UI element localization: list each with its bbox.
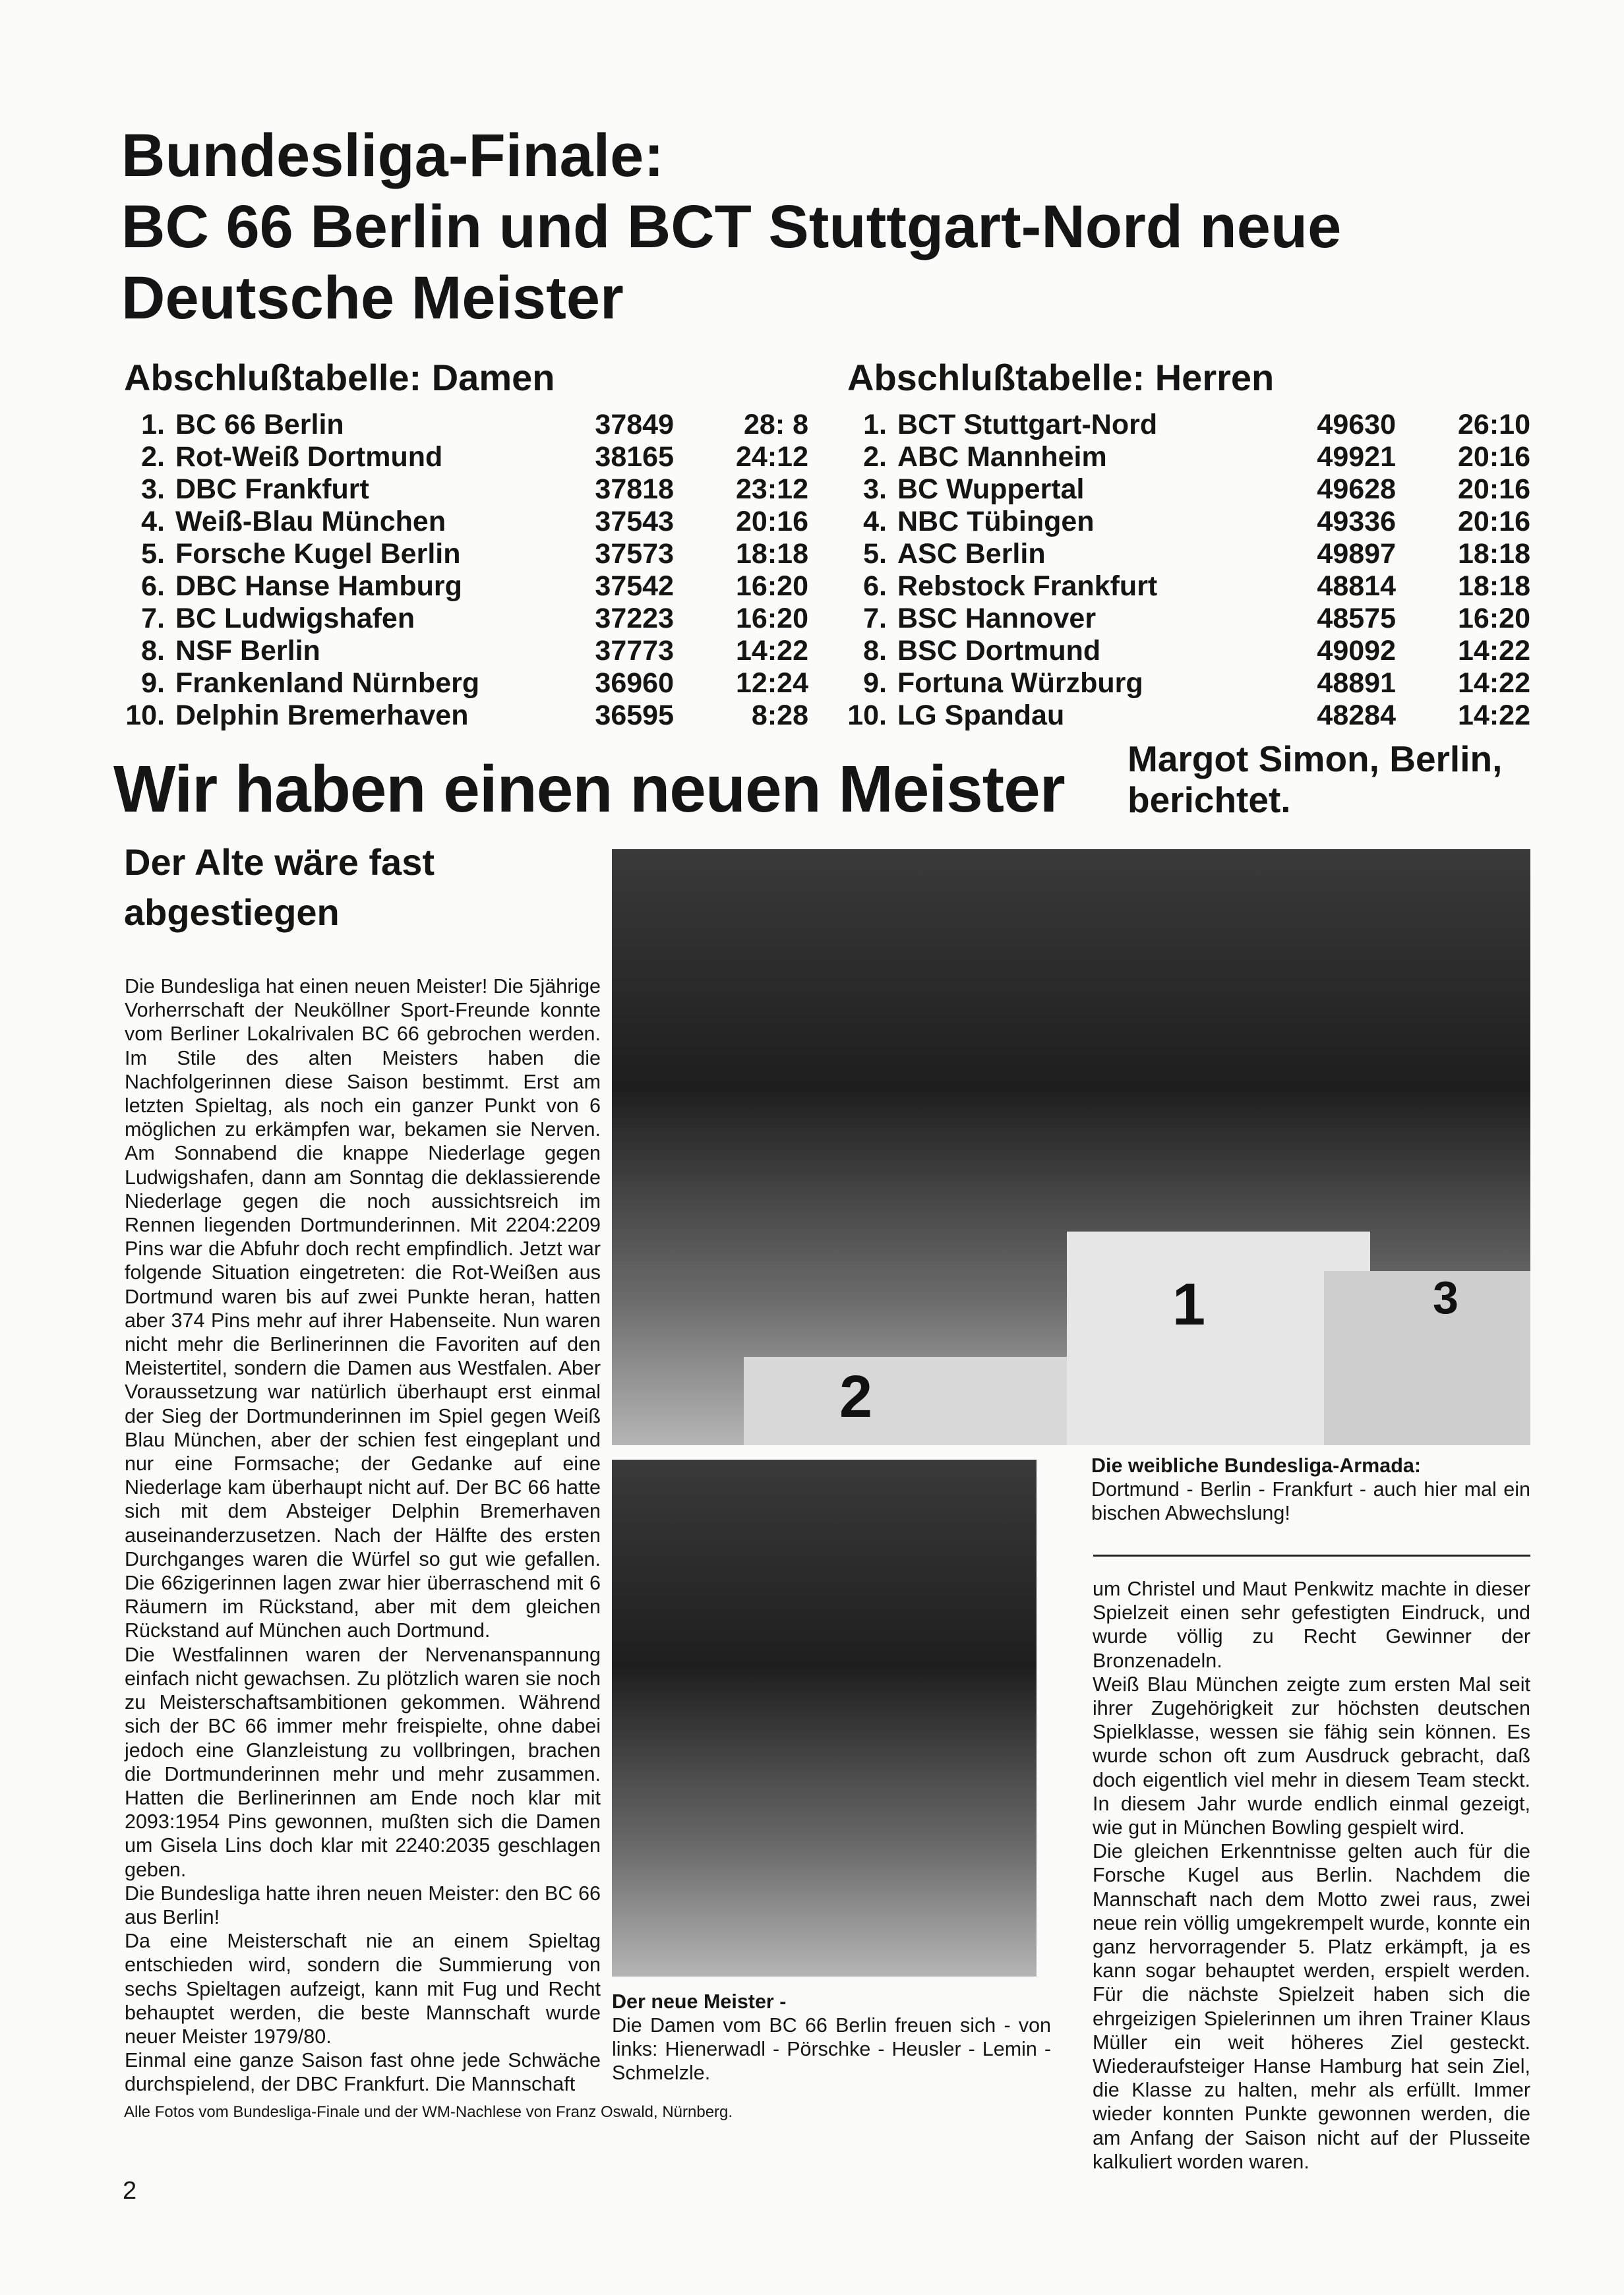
- pins-cell: 37849: [595, 409, 674, 440]
- table-row: [722, 635, 1540, 667]
- standings-table-herren: [722, 409, 1540, 732]
- divider-line: [1093, 1555, 1530, 1557]
- team-cell: Frankenland Nürnberg: [175, 667, 480, 699]
- rank-cell: 9.: [863, 667, 887, 699]
- team-cell: BC Wuppertal: [897, 473, 1085, 505]
- table-row: [0, 667, 818, 700]
- points-cell: 20:16: [736, 506, 808, 537]
- rank-cell: 3.: [863, 473, 887, 505]
- pins-cell: 37573: [595, 538, 674, 570]
- points-cell: 14:22: [1458, 635, 1530, 667]
- subhead-line-2: abgestiegen: [124, 891, 340, 933]
- podium-photo: [612, 849, 1530, 1445]
- points-cell: 14:22: [1458, 667, 1530, 699]
- team-cell: LG Spandau: [897, 700, 1065, 731]
- table-row: [722, 441, 1540, 473]
- article-paragraph: Die Bundesliga hat einen neuen Meister! Die 5jährige Vorherrschaft der Neuköllner Sport-Freunde konnte vom Berliner Lokalrivalen BC 66 gebrochen werden. Im Stile des alten Meisters haben die Nachfolgerinnen diese Saison bestimmt. Erst am letzten Spieltag, als noch ein ganzer Punkt von 6 möglichen zu erkämpfen war, bekamen sie Nerven. Am Sonnabend die knappe Niederlage gegen Ludwigshafen, dann am Sonntag die deklassierende Niederlage gegen die noch aussichtsreich im Rennen liegenden Dortmunderinnen. Mit 2204:2209 Pins war die Abfuhr doch recht empfindlich. Jetzt war folgende Situation eingetreten: die Rot-Weißen aus Dortmund waren bis auf zwei Punkte heran, hatten aber 374 Pins mehr auf ihrer Habenseite. Nun waren nicht mehr die Berlinerinnen die Favoriten auf den Meistertitel, sondern die Damen aus Westfalen. Aber Voraussetzung war natürlich überhaupt erst einmal der Sieg der Dortmunderinnen im Spiel gegen Weiß Blau München, aber der schien fest eingeplant und nur eine Formsache; der Gedanke auf eine Niederlage kam überhaupt nicht auf. Der BC 66 hatte sich mit dem Absteiger Delphin Bremerhaven auseinanderzusetzen. Nach der Hälfte des ersten Durchganges waren die Würfel so gut wie gefallen. Die 66zigerinnen lagen zwar hier überraschend mit 6 Räumern im Rückstand, aber mit dem gleichen Rückstand auf München auch Dortmund.: [125, 975, 601, 1642]
- pins-cell: 49336: [1317, 506, 1396, 537]
- rank-cell: 6.: [863, 570, 887, 602]
- team-cell: BC 66 Berlin: [175, 409, 344, 440]
- table-row: [0, 441, 818, 473]
- champions-photo: [612, 1460, 1037, 1977]
- article-paragraph: um Christel und Maut Penkwitz machte in dieser Spielzeit einen sehr gefestigten Eindruck, und wurde völlig zu Recht Gewinner der Bronzenadeln.: [1093, 1578, 1530, 1672]
- points-cell: 28: 8: [743, 409, 808, 440]
- caption-champions-title: Der neue Meister -: [612, 1990, 787, 2013]
- rank-cell: 2.: [141, 441, 165, 473]
- team-cell: BCT Stuttgart-Nord: [897, 409, 1158, 440]
- pins-cell: 36595: [595, 700, 674, 731]
- team-cell: NSF Berlin: [175, 635, 320, 667]
- points-cell: 12:24: [736, 667, 808, 699]
- article-headline: Wir haben einen neuen Meister: [113, 752, 1065, 826]
- title-line-2: BC 66 Berlin und BCT Stuttgart-Nord neue: [121, 193, 1342, 260]
- table-row: [0, 603, 818, 635]
- rank-cell: 9.: [141, 667, 165, 699]
- title-line-1: Bundesliga-Finale:: [121, 122, 664, 189]
- team-cell: BC Ludwigshafen: [175, 603, 415, 634]
- table-row: [722, 506, 1540, 538]
- pins-cell: 37773: [595, 635, 674, 667]
- pins-cell: 49630: [1317, 409, 1396, 440]
- team-cell: BSC Hannover: [897, 603, 1097, 634]
- pins-cell: 37223: [595, 603, 674, 634]
- points-cell: 8:28: [751, 700, 808, 731]
- standings-table-damen: [0, 409, 818, 732]
- pins-cell: 48284: [1317, 700, 1396, 731]
- table-row: [0, 570, 818, 603]
- pins-cell: 37543: [595, 506, 674, 537]
- rank-cell: 1.: [863, 409, 887, 440]
- article-paragraph: Die Bundesliga hatte ihren neuen Meister: den BC 66 aus Berlin!: [125, 1882, 601, 1928]
- points-cell: 16:20: [736, 570, 808, 602]
- caption-champions: [612, 1990, 1051, 2085]
- rank-cell: 7.: [141, 603, 165, 634]
- article-paragraph: Weiß Blau München zeigte zum ersten Mal seit ihrer Zugehörigkeit zur höchsten deutschen Spielklasse, wessen sie fähig sein können. Es wurde schon oft zum Ausdruck gebracht, daß doch eigentlich viel mehr in diesem Team steckt. In diesem Jahr wurde endlich einmal gezeigt, wie gut in München Bowling gespielt wird.: [1093, 1673, 1530, 1839]
- pins-cell: 49897: [1317, 538, 1396, 570]
- byline-line-2: berichtet.: [1128, 779, 1291, 820]
- caption-champions-text: Die Damen vom BC 66 Berlin freuen sich - von links: Hienerwadl - Pörschke - Heusler - Lemin - Schmelzle.: [612, 2014, 1051, 2084]
- page-number: 2: [123, 2177, 137, 2205]
- pins-cell: 48814: [1317, 570, 1396, 602]
- article-paragraph: Da eine Meisterschaft nie an einem Spieltag entschieden wird, sondern die Summierung von sechs Spieltagen aufzeigt, kann mit Fug und Recht behauptet werden, die beste Mannschaft wurde neuer Meister 1979/80.: [125, 1930, 601, 2048]
- team-cell: Fortuna Würzburg: [897, 667, 1143, 699]
- team-cell: DBC Hanse Hamburg: [175, 570, 462, 602]
- table-row: [722, 700, 1540, 732]
- table-row: [0, 473, 818, 506]
- page-title: [121, 120, 1341, 334]
- points-cell: 14:22: [736, 635, 808, 667]
- team-cell: Delphin Bremerhaven: [175, 700, 469, 731]
- pins-cell: 49628: [1317, 473, 1396, 505]
- team-cell: NBC Tübingen: [897, 506, 1095, 537]
- table-row: [722, 473, 1540, 506]
- rank-cell: 4.: [863, 506, 887, 537]
- article-paragraph: Die gleichen Erkenntnisse gelten auch für die Forsche Kugel aus Berlin. Nachdem die Mannschaft nach dem Motto zwei raus, zwei neue rein völlig umgekrempelt wurde, konnte ein ganz hervorragender 5. Platz erkämpft, ja es kann sogar behauptet werden, erspielt werden. Für die nächste Spielzeit haben sich die ehrgeizigen Spielerinnen um ihren Trainer Klaus Müller ein weit höheres Ziel gesteckt. Wiederaufsteiger Hanse Hamburg hat sein Ziel, die Klasse zu halten, mehr als erfüllt. Immer wieder konnten Punkte gewonnen werden, die am Anfang der Saison nicht auf der Plusseite kalkuliert worden waren.: [1093, 1840, 1530, 2173]
- rank-cell: 7.: [863, 603, 887, 634]
- table-row: [722, 409, 1540, 441]
- article-paragraph: Die Westfalinnen waren der Nervenanspannung einfach nicht gewachsen. Zu plötzlich waren sie noch zu Meisterschaftsambitionen gekommen. Während sich der BC 66 immer mehr freispielte, ohne dabei jedoch eine Glanzleistung zu vollbringen, brachen die Dortmunderinnen mehr und mehr zusammen. Hatten die Berlinerinnen am Ende noch klar mit 2093:1954 Pins gewonnen, mußten sich die Damen um Gisela Lins doch klar mit 2240:2035 geschlagen geben.: [125, 1643, 601, 1881]
- podium-number-2: 2: [839, 1364, 873, 1430]
- table-heading-herren: Abschlußtabelle: Herren: [847, 357, 1275, 398]
- pins-cell: 37542: [595, 570, 674, 602]
- rank-cell: 10.: [847, 700, 887, 731]
- rank-cell: 8.: [141, 635, 165, 667]
- points-cell: 16:20: [736, 603, 808, 634]
- team-cell: BSC Dortmund: [897, 635, 1101, 667]
- rank-cell: 2.: [863, 441, 887, 473]
- caption-podium-text: Dortmund - Berlin - Frankfurt - auch hier mal ein bischen Abwechslung!: [1091, 1478, 1530, 1524]
- photo-credit: Alle Fotos vom Bundesliga-Finale und der WM-Nachlese von Franz Oswald, Nürnberg.: [124, 2103, 733, 2121]
- article-right-column: [1093, 1577, 1530, 2174]
- pins-cell: 49092: [1317, 635, 1396, 667]
- team-cell: Weiß-Blau München: [175, 506, 446, 537]
- pins-cell: 49921: [1317, 441, 1396, 473]
- table-row: [0, 635, 818, 667]
- points-cell: 23:12: [736, 473, 808, 505]
- points-cell: 14:22: [1458, 700, 1530, 731]
- rank-cell: 5.: [141, 538, 165, 570]
- table-row: [722, 667, 1540, 700]
- points-cell: 16:20: [1458, 603, 1530, 634]
- podium-step-3: [1324, 1271, 1530, 1445]
- rank-cell: 4.: [141, 506, 165, 537]
- subhead-line-1: Der Alte wäre fast: [124, 841, 435, 883]
- podium-number-3: 3: [1433, 1272, 1459, 1323]
- rank-cell: 3.: [141, 473, 165, 505]
- table-row: [0, 700, 818, 732]
- table-row: [0, 506, 818, 538]
- caption-podium-title: Die weibliche Bundesliga-Armada:: [1091, 1454, 1421, 1477]
- rank-cell: 1.: [141, 409, 165, 440]
- team-cell: Forsche Kugel Berlin: [175, 538, 461, 570]
- points-cell: 18:18: [736, 538, 808, 570]
- pins-cell: 48891: [1317, 667, 1396, 699]
- table-row: [722, 538, 1540, 570]
- pins-cell: 36960: [595, 667, 674, 699]
- pins-cell: 48575: [1317, 603, 1396, 634]
- team-cell: Rot-Weiß Dortmund: [175, 441, 443, 473]
- team-cell: Rebstock Frankfurt: [897, 570, 1158, 602]
- points-cell: 20:16: [1458, 506, 1530, 537]
- table-heading-damen: Abschlußtabelle: Damen: [124, 357, 555, 398]
- article-subheadline: [124, 837, 435, 938]
- caption-podium: [1091, 1454, 1530, 1525]
- pins-cell: 38165: [595, 441, 674, 473]
- table-row: [0, 409, 818, 441]
- points-cell: 20:16: [1458, 473, 1530, 505]
- rank-cell: 8.: [863, 635, 887, 667]
- pins-cell: 37818: [595, 473, 674, 505]
- team-cell: DBC Frankfurt: [175, 473, 369, 505]
- rank-cell: 10.: [125, 700, 165, 731]
- rank-cell: 5.: [863, 538, 887, 570]
- podium-number-1: 1: [1172, 1272, 1206, 1338]
- title-line-3: Deutsche Meister: [121, 264, 624, 332]
- article-byline: [1128, 738, 1502, 820]
- points-cell: 20:16: [1458, 441, 1530, 473]
- points-cell: 18:18: [1458, 538, 1530, 570]
- byline-line-1: Margot Simon, Berlin,: [1128, 738, 1503, 779]
- team-cell: ABC Mannheim: [897, 441, 1107, 473]
- podium-step-2: [744, 1357, 1113, 1445]
- article-left-column: [125, 974, 601, 2097]
- table-row: [722, 570, 1540, 603]
- points-cell: 18:18: [1458, 570, 1530, 602]
- rank-cell: 6.: [141, 570, 165, 602]
- table-row: [0, 538, 818, 570]
- table-row: [722, 603, 1540, 635]
- points-cell: 26:10: [1458, 409, 1530, 440]
- team-cell: ASC Berlin: [897, 538, 1046, 570]
- points-cell: 24:12: [736, 441, 808, 473]
- article-paragraph: Einmal eine ganze Saison fast ohne jede Schwäche durchspielend, der DBC Frankfurt. Die Mannschaft: [125, 2049, 601, 2096]
